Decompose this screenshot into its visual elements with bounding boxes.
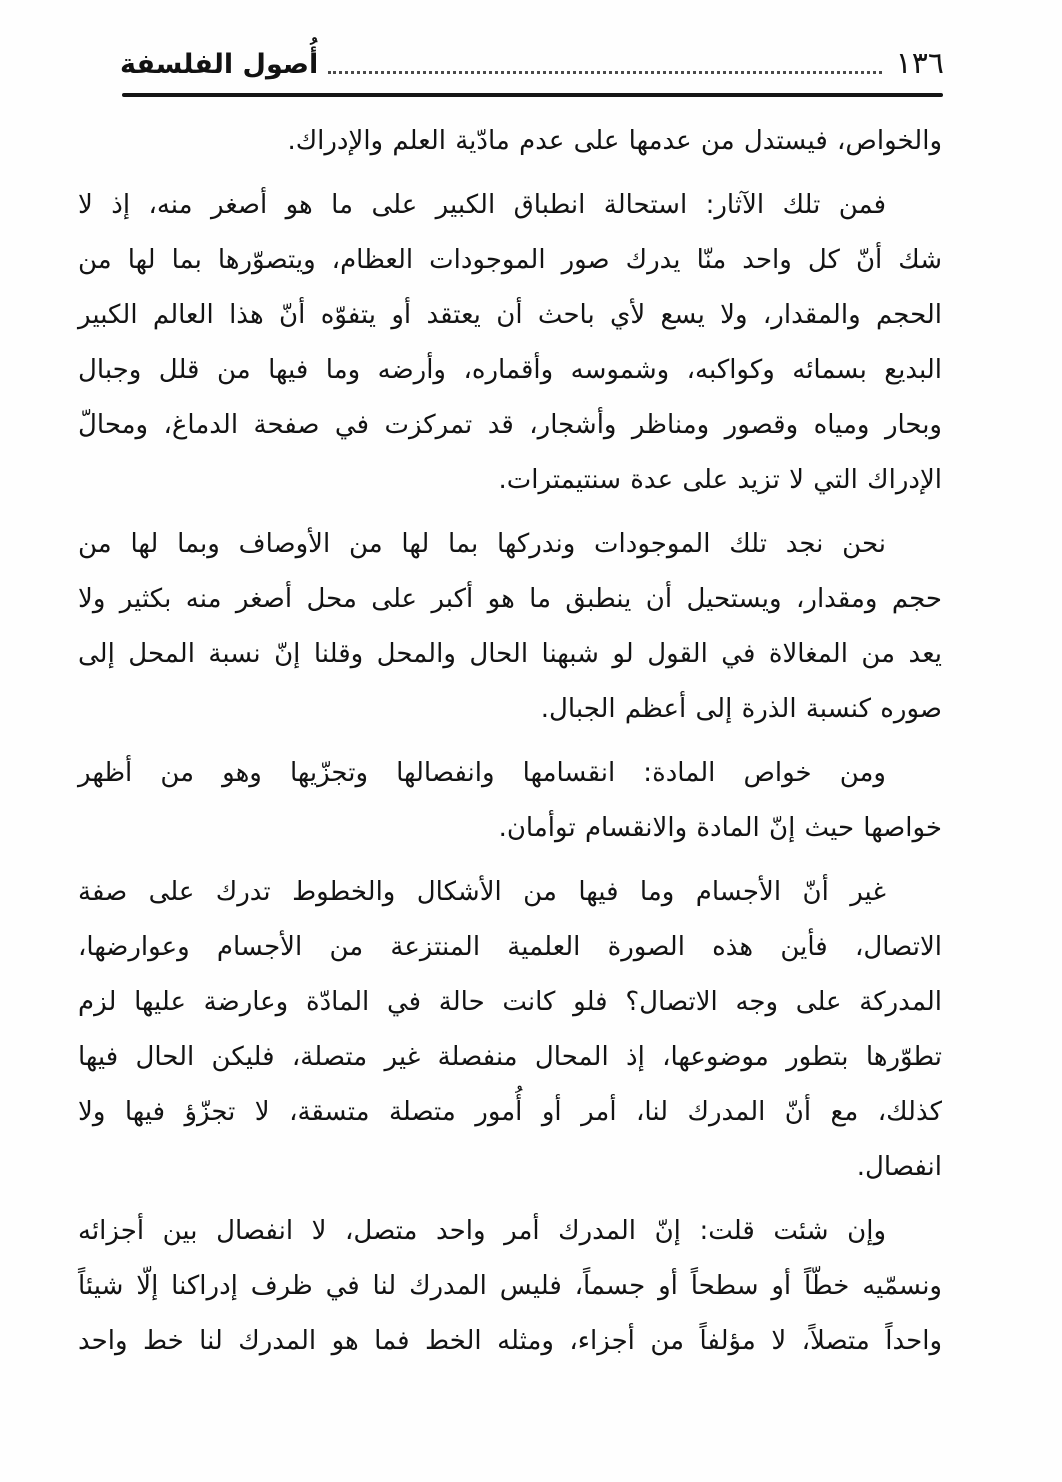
text-line: وبحار ومياه وقصور ومناظر وأشجار، قد تمركزت في صفحة الدماغ، ومحالّ	[78, 410, 942, 440]
paragraph	[78, 114, 942, 169]
text-line: صوره كنسبة الذرة إلى أعظم الجبال.	[540, 694, 942, 724]
text-line: الإدراك التي لا تزيد على عدة سنتيمترات.	[498, 465, 942, 495]
text-line: غير أنّ الأجسام وما فيها من الأشكال والخطوط تدرك على صفة	[78, 877, 886, 907]
paragraph	[78, 178, 942, 508]
text-line: الحجم والمقدار، ولا يسع لأي باحث أن يعتقد أو يتفوّه أنّ هذا العالم الكبير	[78, 300, 942, 330]
page-body	[78, 114, 942, 1369]
text-line: والخواص، فيستدل من عدمها على عدم مادّية العلم والإدراك.	[287, 126, 942, 156]
text-line: واحداً متصلاً، لا مؤلفاً من أجزاء، ومثله الخط فما هو المدرك لنا خط واحد	[78, 1326, 942, 1356]
text-line: يعد من المغالاة في القول لو شبهنا الحال والمحل وقلنا إنّ نسبة المحل إلى	[78, 639, 942, 669]
text-line: ونسمّيه خطّاً أو سطحاً أو جسماً، فليس المدرك لنا في ظرف إدراكنا إلّا شيئاً	[78, 1271, 942, 1301]
text-line: كذلك، مع أنّ المدرك لنا، أمر أو أُمور متصلة متسقة، لا تجزّؤ فيها ولا	[78, 1097, 942, 1127]
text-line: تطوّرها بتطور موضوعها، إذ المحال منفصلة غير متصلة، فليكن الحال فيها	[78, 1042, 942, 1072]
text-line: فمن تلك الآثار: استحالة انطباق الكبير على ما هو أصغر منه، إذ لا	[78, 190, 886, 220]
text-line: المدركة على وجه الاتصال؟ فلو كانت حالة في المادّة وعارضة عليها لزم	[78, 987, 942, 1017]
page-number: ١٣٦	[895, 46, 944, 81]
header-rule	[122, 93, 943, 97]
text-line: انفصال.	[856, 1152, 942, 1182]
paragraph	[78, 1204, 942, 1369]
text-line: خواصها حيث إنّ المادة والانقسام توأمان.	[498, 813, 942, 843]
text-line: الاتصال، فأين هذه الصورة العلمية المنتزعة من الأجسام وعوارضها،	[78, 932, 942, 962]
paragraph	[78, 746, 942, 856]
text-line: شك أنّ كل واحد منّا يدرك صور الموجودات العظام، ويتصوّرها بما لها من	[78, 245, 942, 275]
text-line: ومن خواص المادة: انقسامها وانفصالها وتجزّيها وهو من أظهر	[78, 758, 886, 788]
page-header	[120, 46, 944, 82]
paragraph	[78, 517, 942, 737]
text-line: نحن نجد تلك الموجودات وندركها بما لها من الأوصاف وبما لها من	[78, 529, 886, 559]
text-line: البديع بسمائه وكواكبه، وشموسه وأقماره، وأرضه وما فيها من قلل وجبال	[78, 355, 942, 385]
text-line: حجم ومقدار، ويستحيل أن ينطبق ما هو أكبر على محل أصغر منه بكثير ولا	[78, 584, 942, 614]
paragraph	[78, 865, 942, 1195]
header-dotted-leader	[328, 71, 881, 74]
header-title: أُصول الفلسفة	[120, 48, 319, 80]
text-line: وإن شئت قلت: إنّ المدرك أمر واحد متصل، لا انفصال بين أجزائه	[78, 1216, 886, 1246]
